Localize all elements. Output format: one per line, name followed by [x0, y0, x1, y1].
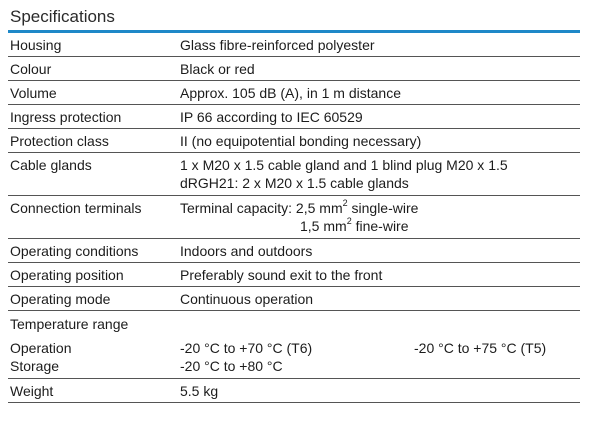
- spec-label: Weight: [10, 383, 54, 399]
- spec-label: Connection terminals: [10, 200, 142, 216]
- spec-value: Continuous operation: [180, 291, 314, 307]
- spec-label: Operating conditions: [10, 243, 139, 259]
- spec-value: II (no equipotential bonding necessary): [180, 133, 422, 149]
- spec-row-colour: [8, 57, 580, 81]
- spec-value: Black or red: [180, 61, 255, 77]
- spec-label: Operating mode: [10, 291, 111, 307]
- spec-row-ingress-protection: [8, 105, 580, 129]
- storage-label: Storage: [10, 358, 60, 374]
- storage-value: -20 °C to +80 °C: [180, 358, 283, 374]
- spec-label: Cable glands: [10, 157, 92, 173]
- spec-value-line1: Terminal capacity: 2,5 $mm^2$ single-wire: [180, 198, 419, 216]
- spec-label: Operating position: [10, 267, 124, 283]
- spec-value: Glass fibre-reinforced polyester: [180, 37, 375, 53]
- spec-row-protection-class: [8, 129, 580, 153]
- spec-row-cable-glands: [8, 153, 580, 196]
- operation-label: Operation: [10, 340, 72, 356]
- spec-value-line2: dRGH21: 2 x M20 x 1.5 cable glands: [180, 175, 409, 191]
- spec-row-temperature-range: [8, 311, 580, 379]
- spec-value: Preferably sound exit to the front: [180, 267, 383, 283]
- spec-label: Volume: [10, 85, 57, 101]
- spec-value-line2: 1,5 $mm^2$ fine-wire: [300, 216, 409, 234]
- page-title: Specifications: [10, 7, 115, 26]
- spec-label: Temperature range: [10, 316, 129, 332]
- spec-row-connection-terminals: [8, 196, 580, 239]
- spec-value-line1: 1 x M20 x 1.5 cable gland and 1 blind plug M20 x 1.5: [180, 157, 508, 173]
- spec-label: Ingress protection: [10, 109, 122, 125]
- spec-value: IP 66 according to IEC 60529: [180, 109, 363, 125]
- spec-value: Indoors and outdoors: [180, 243, 313, 259]
- spec-label: Protection class: [10, 133, 109, 149]
- spec-row-operating-position: [8, 263, 580, 287]
- title-rule: [8, 30, 580, 33]
- spec-value: 5.5 kg: [180, 383, 219, 399]
- spec-row-housing: [8, 34, 580, 57]
- spec-label: Housing: [10, 37, 62, 53]
- operation-value-t5: -20 °C to +75 °C (T5): [414, 340, 547, 356]
- spec-value: Approx. 105 dB (A), in 1 m distance: [180, 85, 401, 101]
- spec-row-volume: [8, 81, 580, 105]
- spec-row-operating-mode: [8, 287, 580, 311]
- spec-label: Colour: [10, 61, 52, 77]
- spec-row-weight: [8, 379, 580, 403]
- operation-value-t6: -20 °C to +70 °C (T6): [180, 340, 313, 356]
- spec-row-operating-conditions: [8, 239, 580, 263]
